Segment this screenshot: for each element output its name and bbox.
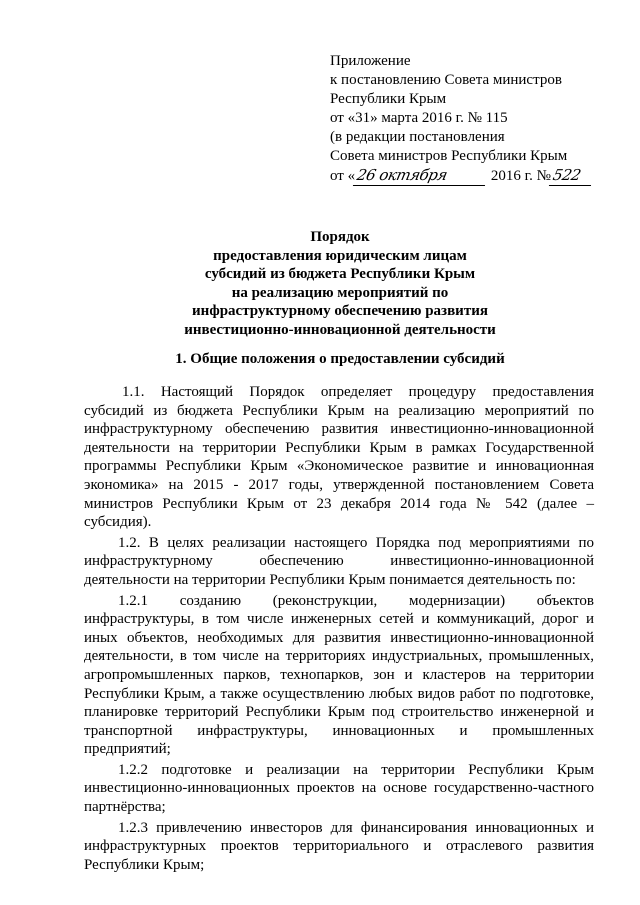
section-heading: 1. Общие положения о предоставлении субсидий	[175, 351, 505, 367]
handwritten-number: 522	[549, 166, 595, 186]
date-prefix: от «	[330, 168, 356, 184]
title-line: предоставления юридическим лицам	[213, 247, 467, 264]
appendix-line: Совета министров Республики Крым	[330, 148, 568, 164]
appendix-line: Приложение	[330, 53, 411, 69]
appendix-line: Республики Крым	[330, 91, 447, 107]
paragraph-1-2-3: 1.2.3 привлечению инвесторов для финансирования инновационных и инфраструктурных проектов территориального и отраслевого развития Республики Крым;	[84, 819, 594, 873]
title-line: Порядок	[310, 229, 370, 245]
appendix-line: (в редакции постановления	[330, 129, 505, 145]
appendix-line-date	[330, 166, 630, 186]
paragraph-1-2-1: 1.2.1 созданию (реконструкции, модернизации) объектов инфраструктуры, в том числе инженерных сетей и коммуникаций, дорог и иных объектов, необходимых для развития инвестиционно-инновационной деятельности, в том числе на территориях индустриальных, промышленных, агропромышленных парков, технопарков, зон и кластеров на территории Республики Крым, а также осуществлению любых видов работ по подготовке, планировке территорий Республики Крым под строительство инженерной и транспортной инфраструктуры, инновационных и промышленных предприятий;	[84, 592, 594, 758]
title-line: инфраструктурному обеспечению развития	[192, 303, 488, 319]
title-line: инвестиционно-инновационной деятельности	[184, 321, 496, 338]
date-mid: 2016 г. №	[487, 168, 551, 184]
paragraph-1-1: 1.1. Настоящий Порядок определяет процедуру предоставления субсидий из бюджета Республики Крым на реализацию мероприятий по инфраструктурному обеспечению развития инвестиционно-инновационной деятельности на территории Республики Крым в рамках Государственной программы Республики Крым «Экономическое развитие и инновационная экономика» на 2015 - 2017 годы, утвержденной постановлением Совета министров Республики Крым от 23 декабря 2014 года № 542 (далее – субсидия).	[84, 384, 594, 531]
appendix-line: к постановлению Совета министров	[330, 72, 562, 88]
title-line: субсидий из бюджета Республики Крым	[204, 266, 476, 282]
document-title	[60, 228, 620, 339]
title-line: на реализацию мероприятий по	[231, 284, 449, 301]
appendix-header	[330, 52, 630, 186]
handwritten-date: 26 октября	[353, 166, 489, 186]
paragraph-1-2: 1.2. В целях реализации настоящего Порядка под мероприятиями по инфраструктурному обеспечению инвестиционно-инновационной деятельности на территории Республики Крым понимается деятельность по:	[84, 534, 594, 588]
document-body	[84, 383, 594, 874]
appendix-line: от «31» марта 2016 г. № 115	[330, 110, 508, 126]
paragraph-1-2-2: 1.2.2 подготовке и реализации на территории Республики Крым инвестиционно-инновационных проектов на основе государственно-частного партнёрства;	[84, 761, 594, 816]
